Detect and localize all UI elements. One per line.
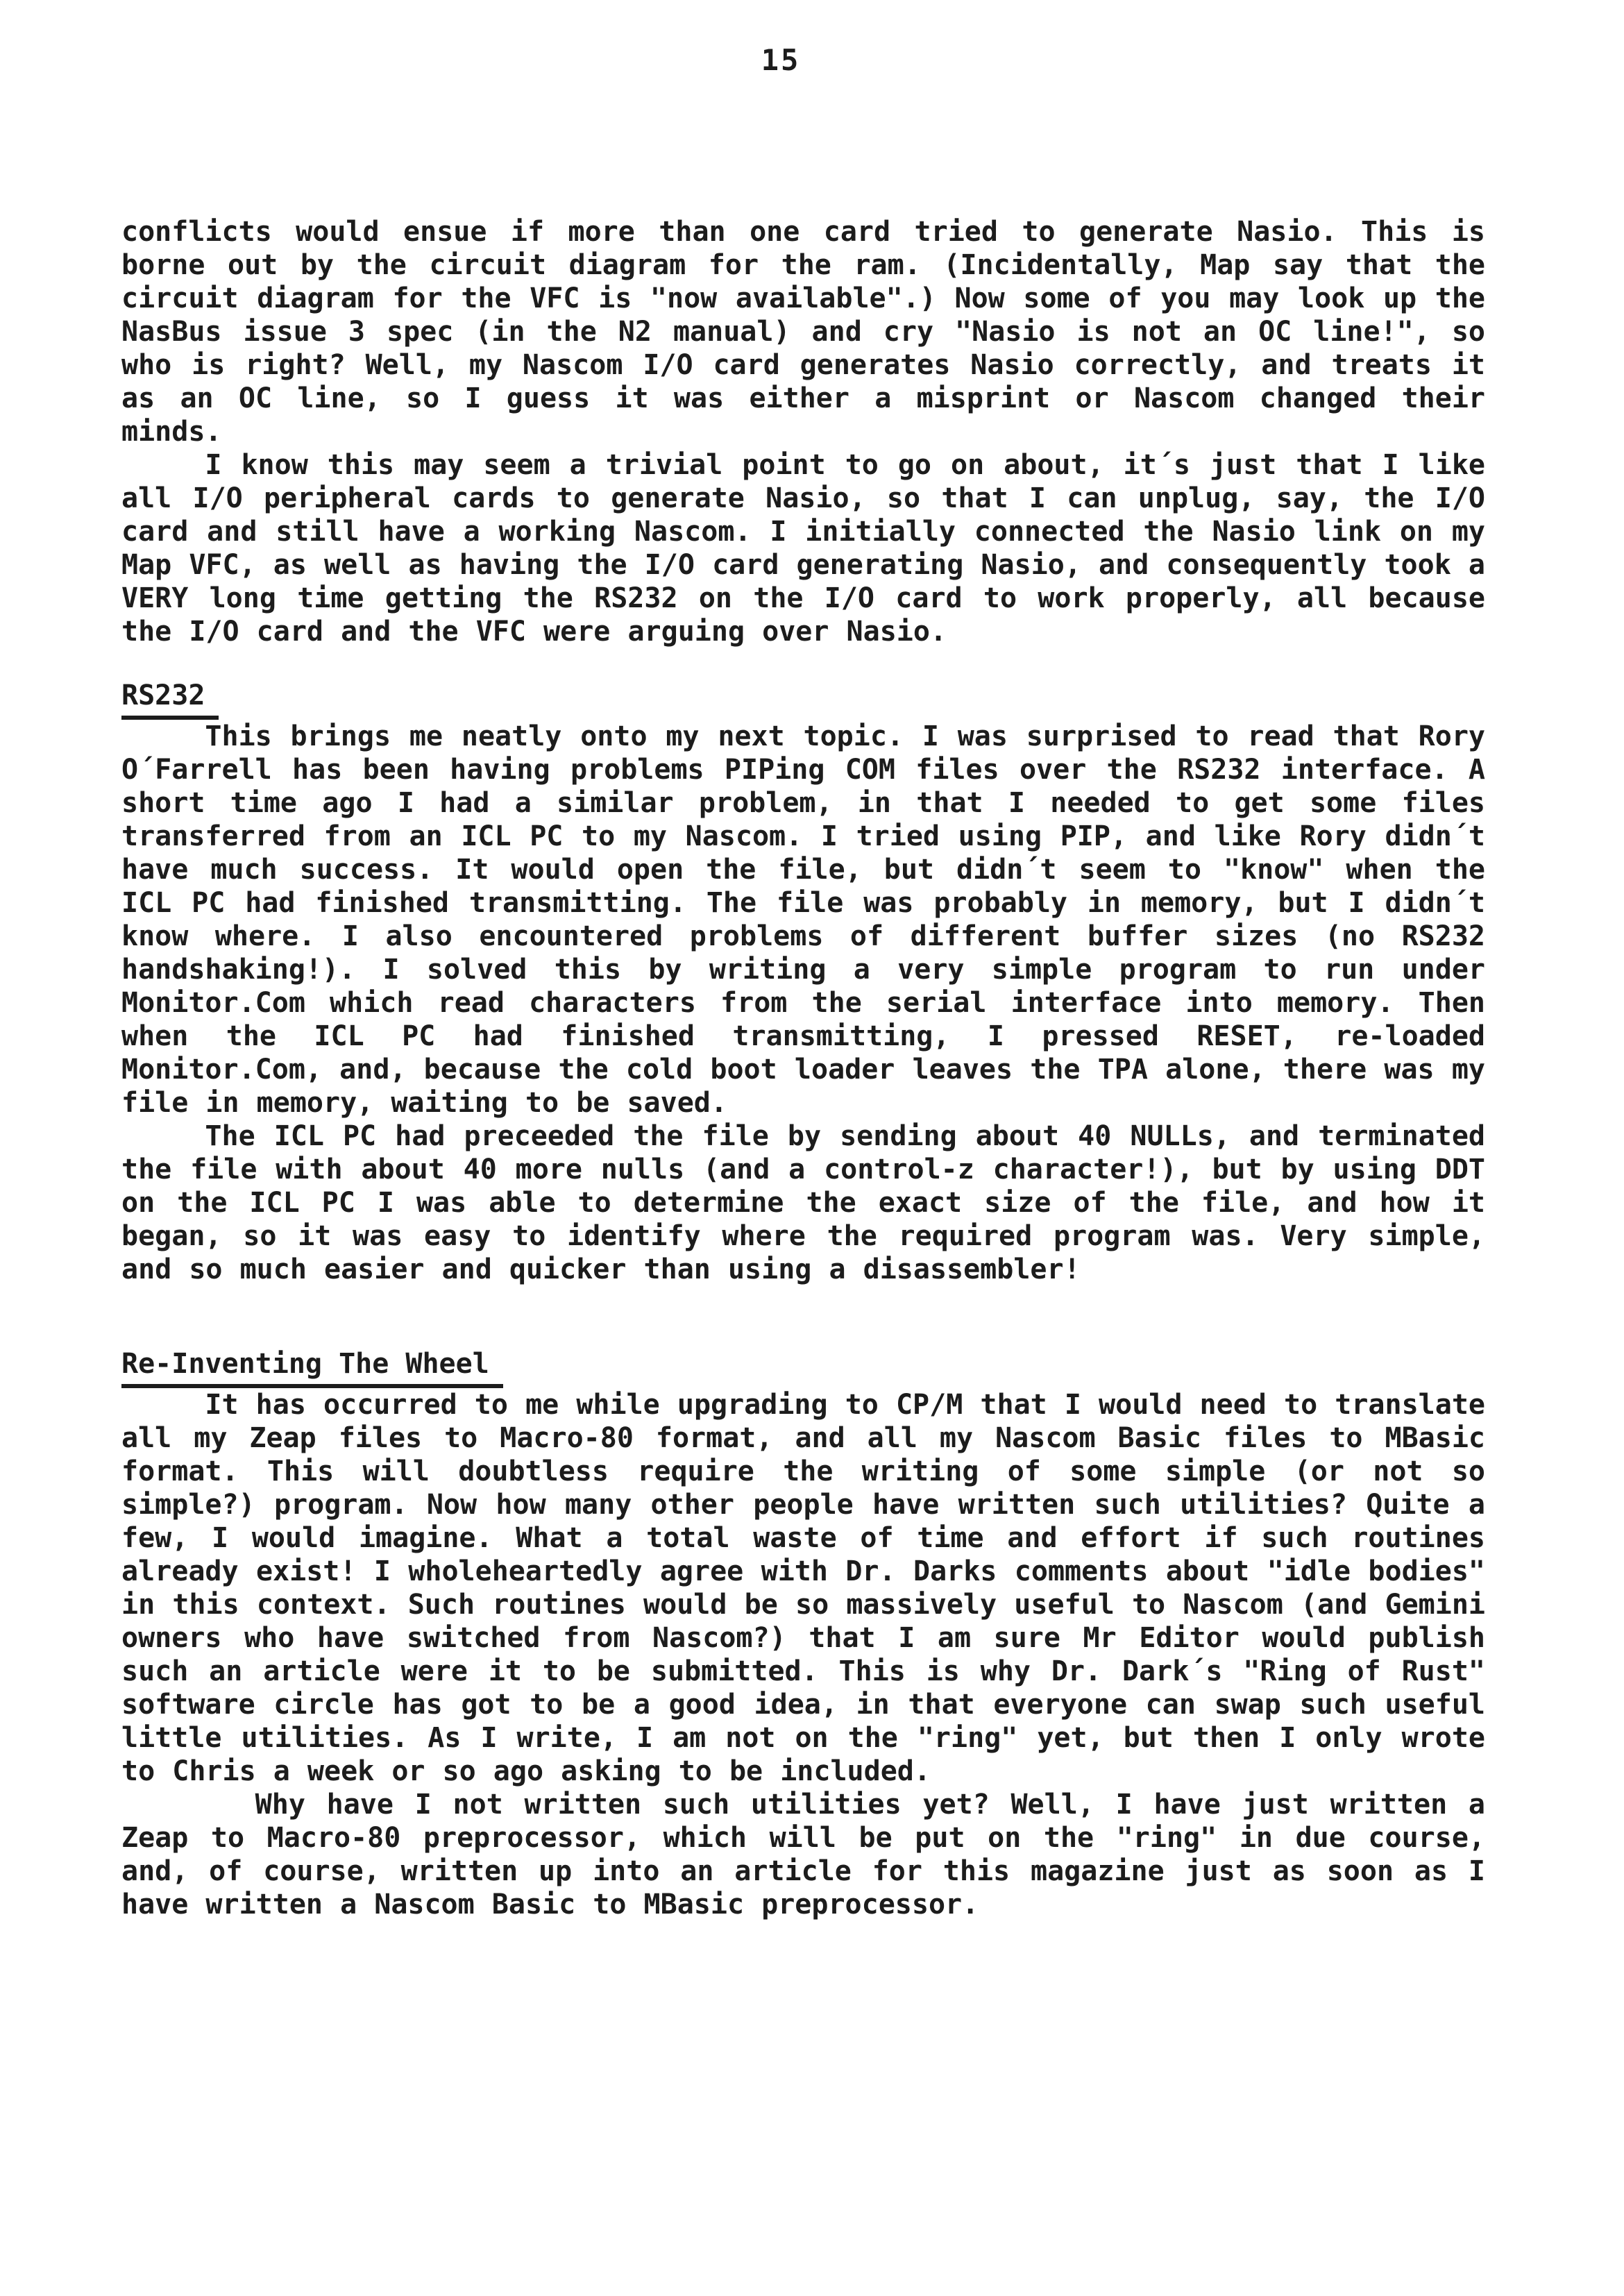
page-content [121, 215, 1485, 1921]
paragraph-nasio-continuation: conflicts would ensue if more than one card tried to generate Nasio. This is borne out by the circuit diagram for the ram. (Incidentally, Map say that the circuit diagram for the VFC is "now available".) Now some of you may look up the NasBus issue 3 spec (in the N2 manual) and cry "Nasio is not an OC line!", so who is right? Well, my Nascom I/O card generates Nasio correctly, and treats it as an OC line, so I guess it was either a misprint or Nascom changed their minds. [121, 216, 1485, 448]
paragraph-nasio-trivial-point: I know this may seem a trivial point to go on about, it´s just that I like all I/O peripheral cards to generate Nasio, so that I can unplug, say, the I/O card and still have a working Nascom. I initially connected the Nasio link on my Map VFC, as well as having the I/O card generating Nasio, and consequently took a VERY long time getting the RS232 on the I/O card to work properly, all because the I/O card and the VFC were arguing over Nasio. [121, 449, 1485, 648]
section-heading-rs232-text: RS232 [121, 679, 219, 720]
paragraph-wheel-preprocessor: Why have I not written such utilities yet? Well, I have just written a Zeap to Macro-80 preprocessor, which will be put on the "ring" in due course, and, of course, written up into an article for this magazine just as soon as I have written a Nascom Basic to MBasic preprocessor. [121, 1789, 1485, 1921]
paragraph-rs232-nulls: The ICL PC had preceeded the file by sending about 40 NULLs, and terminated the file with about 40 more nulls (and a control-z character!), but by using DDT on the ICL PC I was able to determine the exact size of the file, and how it began, so it was easy to identify where the required program was. Very simple, and so much easier and quicker than using a disassembler! [121, 1120, 1485, 1285]
section-heading-reinventing-the-wheel [121, 1347, 1485, 1388]
page-number: 15 [761, 43, 801, 77]
paragraph-rs232-pip-problems: This brings me neatly onto my next topic. I was surprised to read that Rory O´Farrell has been having problems PIPing COM files over the RS232 interface. A short time ago I had a similar problem, in that I needed to get some files transferred from an ICL PC to my Nascom. I tried using PIP, and like Rory didn´t have much success. It would open the file, but didn´t seem to "know" when the ICL PC had finished transmitting. The file was probably in memory, but I didn´t know where. I also encountered problems of different buffer sizes (no RS232 handshaking!). I solved this by writing a very simple program to run under Monitor.Com which read characters from the serial interface into memory. Then when the ICL PC had finished transmitting, I pressed RESET, re-loaded Monitor.Com, and, because the cold boot loader leaves the TPA alone, there was my file in memory, waiting to be saved. [121, 720, 1485, 1119]
section-heading-reinventing-the-wheel-text: Re-Inventing The Wheel [121, 1347, 503, 1388]
section-heading-rs232 [121, 679, 1485, 720]
paragraph-wheel-translate-utilities: It has occurred to me while upgrading to CP/M that I would need to translate all my Zeap files to Macro-80 format, and all my Nascom Basic files to MBasic format. This will doubtless require the writing of some simple (or not so simple?) program. Now how many other people have written such utilities? Quite a few, I would imagine. What a total waste of time and effort if such routines already exist! I wholeheartedly agree with Dr. Darks comments about "idle bodies" in this context. Such routines would be so massively useful to Nascom (and Gemini owners who have switched from Nascom?) that I am sure Mr Editor would publish such an article were it to be submitted. This is why Dr. Dark´s "Ring of Rust" software circle has got to be a good idea, in that everyone can swap such useful little utilities. As I write, I am not on the "ring" yet, but then I only wrote to Chris a week or so ago asking to be included. [121, 1389, 1485, 1787]
